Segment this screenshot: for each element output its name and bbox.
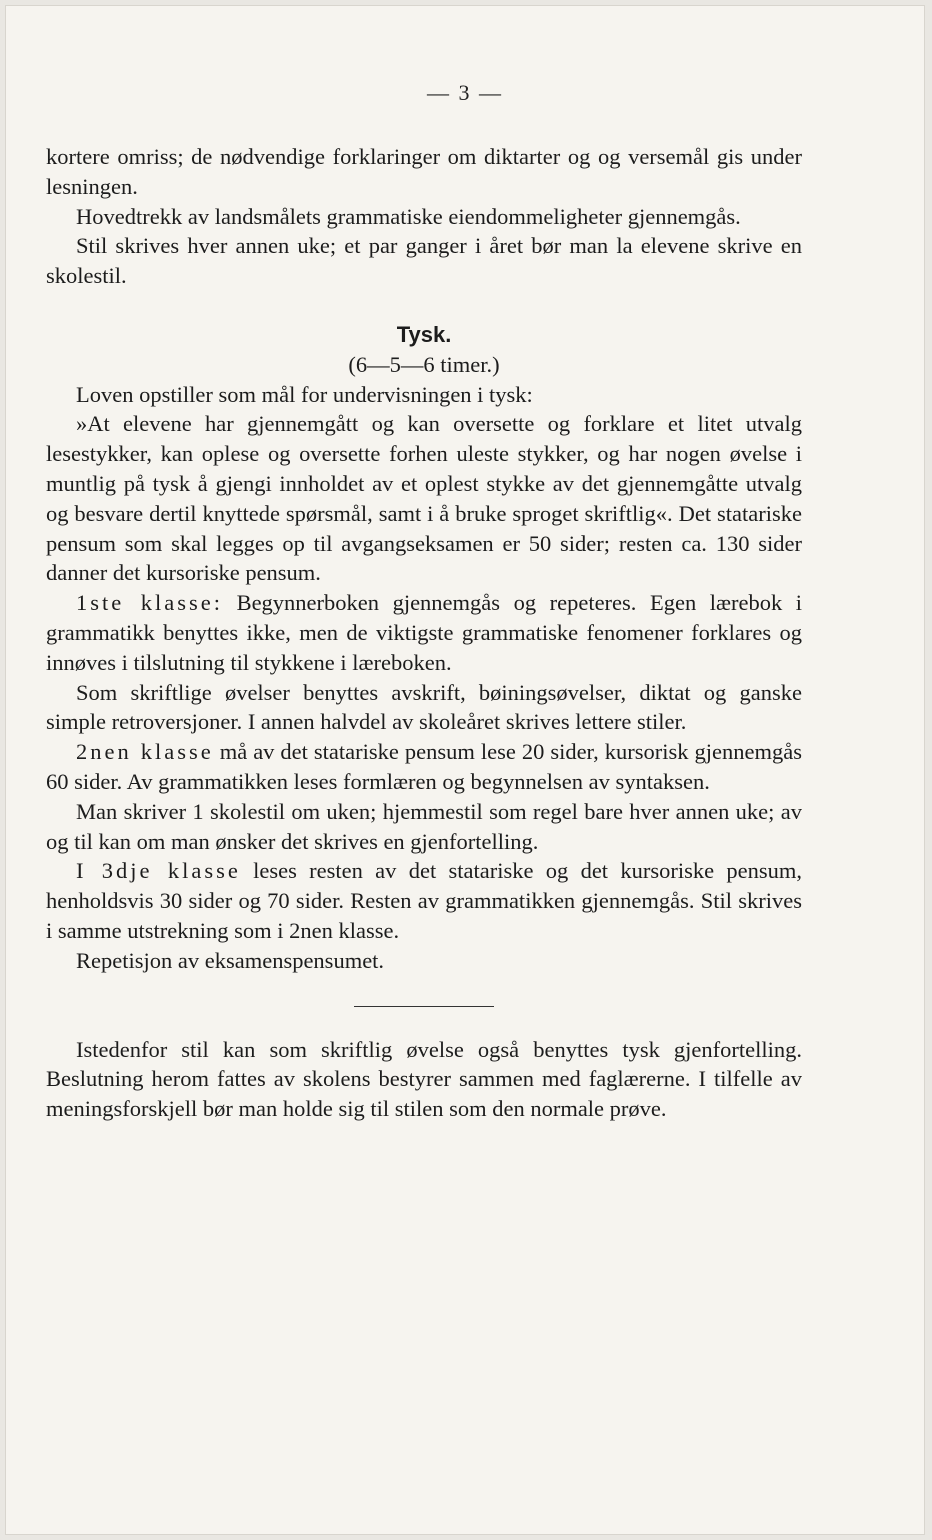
section-title: Tysk. bbox=[396, 321, 452, 347]
paragraph-skolestil: Man skriver 1 skolestil om uken; hjemmestil som regel bare hver annen uke; av og til kan om man ønsker det skrives en gjenfortelling. bbox=[46, 798, 802, 854]
klasse-2-text: må av det statariske pensum lese 20 sider, kursorisk gjennemgås 60 sider. Av grammatikken leses formlæren og begynnelsen av syntaksen. bbox=[46, 739, 802, 794]
section-hours: (6—5—6 timer.) bbox=[348, 351, 500, 377]
paragraph-skriftlige: Som skriftlige øvelser benyttes avskrift, bøiningsøvelser, diktat og ganske simple retroversjoner. I annen halvdel av skoleåret skrives lettere stiler. bbox=[46, 679, 802, 735]
paragraph-intro: Loven opstiller som mål for undervisningen i tysk: bbox=[76, 381, 533, 407]
paragraph-2: Hovedtrekk av landsmålets grammatiske eiendommeligheter gjennemgås. bbox=[76, 203, 741, 229]
page-number: — 3 — bbox=[427, 80, 503, 105]
paragraph-klasse-3 bbox=[46, 856, 802, 945]
section-divider bbox=[354, 1006, 494, 1007]
klasse-1-text: Begynnerboken gjennemgås og repeteres. Egen lærebok i grammatikk benyttes ikke, men de viktigste grammatiske fenomener forklares og innøves i tilslutning til stykkene i læreboken. bbox=[46, 590, 803, 675]
paragraph-3: Stil skrives hver annen uke; et par ganger i året bør man la elevene skrive en skolestil. bbox=[46, 233, 802, 289]
klasse-3-text: leses resten av det statariske og det kursoriske pensum, henholdsvis 30 sider og 70 sider. Resten av grammatikken gjennemgås. Stil skrives i samme utstrekning som i 2nen klasse. bbox=[46, 858, 803, 943]
body-text bbox=[46, 142, 802, 1124]
paragraph-quote: »At elevene har gjennemgått og kan oversette og forklare et litet utvalg lesestykker, kan oplese og oversette forhen uleste stykker, og har nogen øvelse i muntlig på tysk å gjengi innholdet av et oplest stykke av det gjennemgåtte utvalg og besvare dertil knyttede spørsmål, samt i å bruke sproget skriftlig«. Det statariske pensum som skal legges op til avgangseksamen er 50 sider; resten ca. 130 sider danner det kursoriske pensum. bbox=[46, 411, 802, 586]
document-page bbox=[6, 6, 924, 1534]
klasse-1-label: 1ste klasse: bbox=[76, 590, 224, 616]
paragraph-1: kortere omriss; de nødvendige forklaringer om diktarter og og versemål gis under lesningen. bbox=[46, 144, 802, 199]
paragraph-footnote: Istedenfor stil kan som skriftlig øvelse også benyttes tysk gjenfortelling. Beslutning herom fattes av skolens bestyrer sammen med faglærerne. I tilfelle av meningsforskjell bør man holde sig til stilen som den normale prøve. bbox=[46, 1036, 802, 1122]
paragraph-repetisjon: Repetisjon av eksamenspensumet. bbox=[76, 947, 385, 973]
paragraph-klasse-2 bbox=[46, 737, 802, 797]
klasse-3-label: I 3dje klasse bbox=[76, 858, 241, 884]
klasse-2-label: 2nen klasse bbox=[76, 739, 214, 765]
paragraph-klasse-1 bbox=[46, 588, 802, 677]
